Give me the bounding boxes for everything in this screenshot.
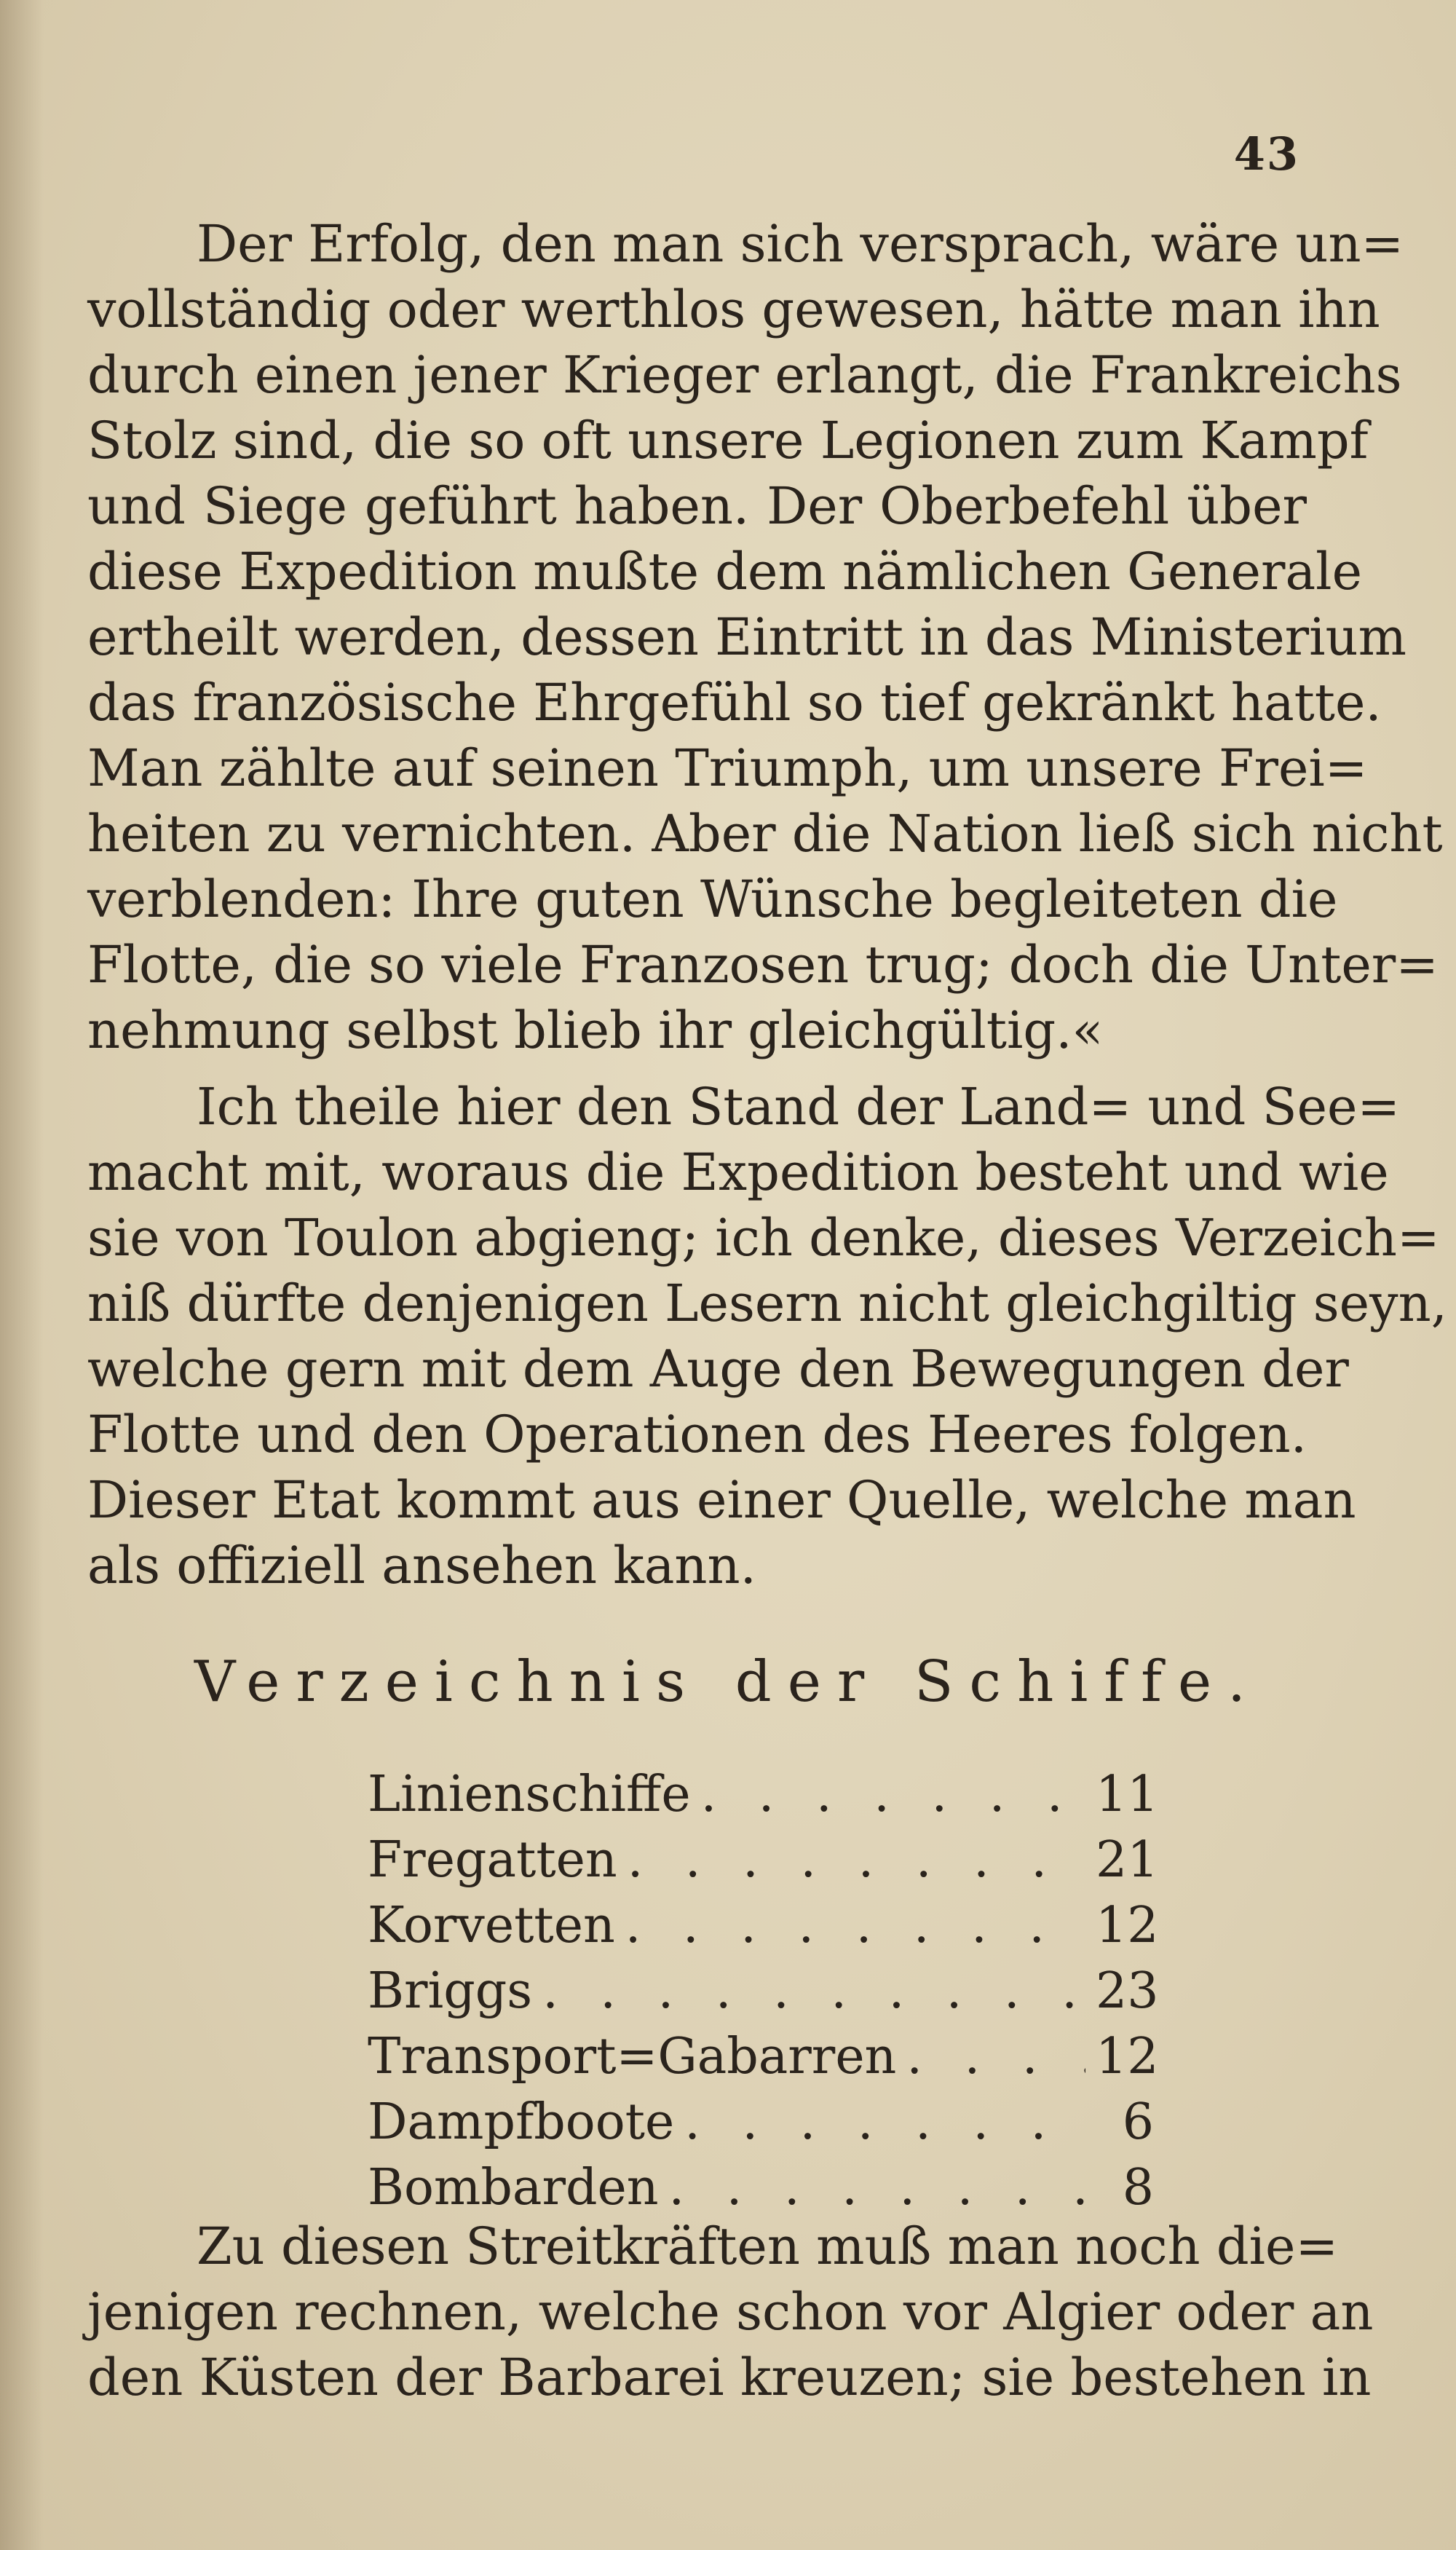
ship-type: Bombarden (368, 2159, 659, 2217)
text-line: Stolz sind, die so oft unsere Legionen zum Kampf (87, 411, 1369, 470)
text-line: Man zählte auf seinen Triumph, um unsere Frei= (87, 738, 1368, 798)
page-gutter-shadow (0, 0, 44, 2550)
ship-type: Dampfboote (368, 2093, 675, 2151)
text-line: Flotte, die so viele Franzosen trug; doch die Unter= (87, 935, 1439, 995)
paragraph-2 (87, 1074, 1447, 1598)
leader-dots (906, 2028, 1085, 2085)
text-line: ertheilt werden, dessen Eintritt in das Ministerium (87, 607, 1406, 667)
ship-count: 8 (1122, 2159, 1154, 2217)
text-line: niß dürfte denjenigen Lesern nicht gleichgiltig seyn, (87, 1274, 1447, 1333)
text-line: Ich theile hier den Stand der Land= und See= (197, 1077, 1401, 1137)
list-item (368, 1766, 1159, 1831)
text-line: verblenden: Ihre guten Wünsche begleiteten die (87, 869, 1338, 929)
leader-dots (625, 1897, 1085, 1954)
ship-count: 23 (1096, 1962, 1159, 2020)
ship-count: 21 (1096, 1831, 1159, 1889)
text-line: und Siege geführt haben. Der Oberbefehl über (87, 476, 1307, 536)
ship-count: 11 (1096, 1766, 1159, 1823)
ship-list (368, 1766, 1159, 2225)
ship-count: 12 (1096, 2028, 1159, 2085)
text-line: Der Erfolg, den man sich versprach, wäre un= (197, 214, 1404, 274)
leader-dots (542, 1962, 1085, 2020)
leader-dots (669, 2159, 1085, 2217)
text-line: vollständig oder werthlos gewesen, hätte man ihn (87, 280, 1380, 339)
ship-type: Linienschiffe (368, 1766, 691, 1823)
ship-type: Fregatten (368, 1831, 617, 1889)
list-item (368, 1962, 1159, 2028)
list-item (368, 2093, 1154, 2159)
page-number: 43 (1233, 127, 1299, 181)
ship-count: 12 (1096, 1897, 1159, 1954)
list-item (368, 2028, 1159, 2093)
text-line: sie von Toulon abgieng; ich denke, dieses Verzeich= (87, 1208, 1440, 1268)
list-item (368, 1897, 1159, 1962)
text-line: als offiziell ansehen kann. (87, 1536, 756, 1595)
ship-type: Transport=Gabarren (368, 2028, 897, 2085)
leader-dots (628, 1831, 1085, 1889)
text-line: das französische Ehrgefühl so tief gekränkt hatte. (87, 673, 1382, 733)
text-line: Flotte und den Operationen des Heeres folgen. (87, 1405, 1307, 1464)
section-heading: Verzeichnis der Schiffe. (194, 1649, 1262, 1715)
list-item (368, 1831, 1159, 1897)
paragraph-3 (87, 2214, 1374, 2410)
text-line: macht mit, woraus die Expedition besteht und wie (87, 1142, 1389, 1202)
text-line: Zu diesen Streitkräften muß man noch die= (197, 2217, 1339, 2276)
leader-dots (684, 2093, 1085, 2151)
paragraph-1 (87, 211, 1443, 1063)
text-line: Dieser Etat kommt aus einer Quelle, welche man (87, 1470, 1356, 1530)
text-line: den Küsten der Barbarei kreuzen; sie bestehen in (87, 2348, 1372, 2407)
text-line: heiten zu vernichten. Aber die Nation ließ sich nicht (87, 804, 1443, 864)
ship-type: Briggs (368, 1962, 533, 2020)
text-line: welche gern mit dem Auge den Bewegungen der (87, 1339, 1349, 1399)
text-line: diese Expedition mußte dem nämlichen Generale (87, 542, 1362, 601)
text-line: nehmung selbst blieb ihr gleichgültig.« (87, 1000, 1104, 1060)
ship-type: Korvetten (368, 1897, 615, 1954)
text-line: jenigen rechnen, welche schon vor Algier oder an (87, 2282, 1374, 2342)
ship-count: 6 (1122, 2093, 1154, 2151)
text-line: durch einen jener Krieger erlangt, die Frankreichs (87, 345, 1402, 405)
leader-dots (701, 1766, 1085, 1823)
